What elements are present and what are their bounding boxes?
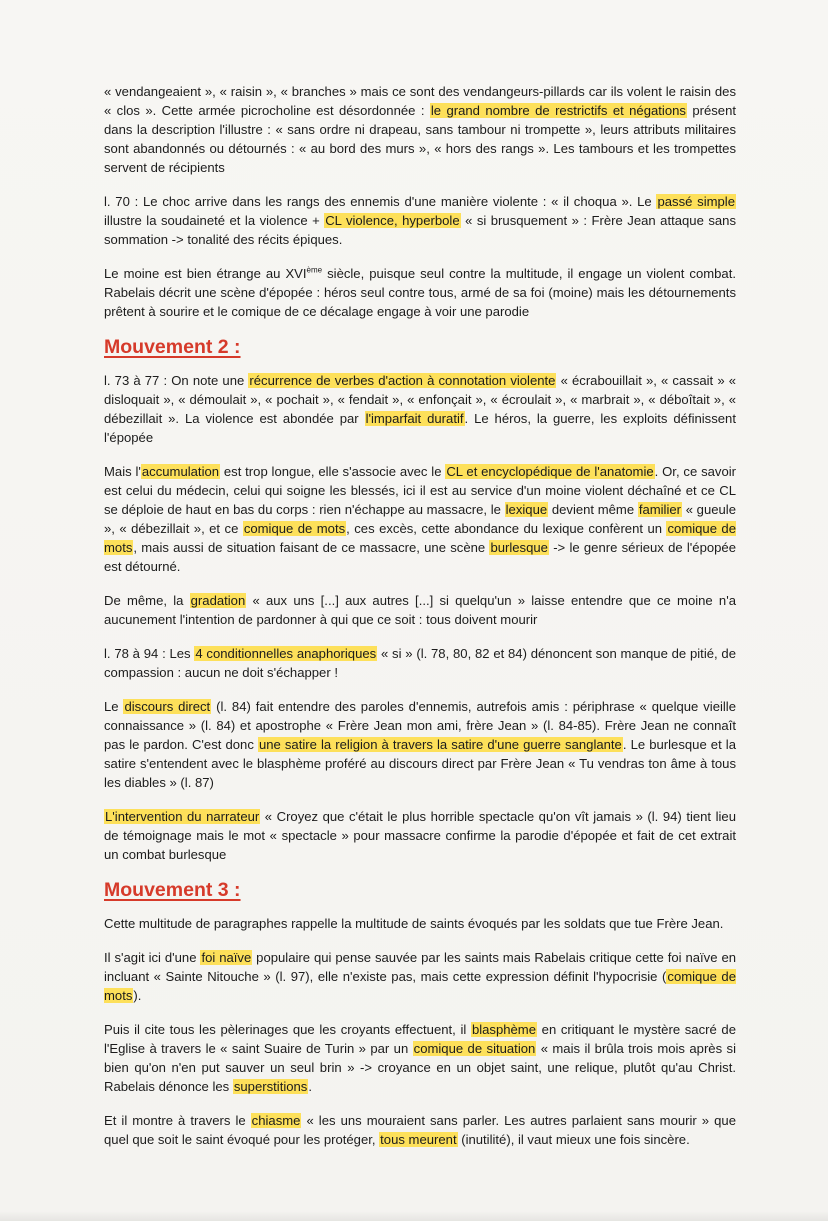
highlight: une satire la religion à travers la satire d'une guerre sanglante	[258, 737, 622, 752]
highlight: superstitions	[233, 1079, 308, 1094]
highlight: CL et encyclopédique de l'anatomie	[446, 464, 654, 479]
text: « aux uns [...] aux autres [...] si quelqu'un » laisse entendre que ce moine n'a aucunement l'intention de pardonner à qui que ce soit : tous doivent mourir	[104, 593, 736, 627]
text: .	[308, 1079, 312, 1094]
highlight: familier	[638, 502, 682, 517]
highlight: passé simple	[657, 194, 735, 209]
highlight: tous meurent	[380, 1132, 457, 1147]
paragraph-11	[104, 948, 736, 1005]
text: devient même	[548, 502, 638, 517]
text: « si brusquement » : Frère Jean attaque sans sommation -> tonalité des récits épiques.	[104, 213, 736, 247]
text: « vendangeaient », « raisin », « branches » mais ce sont des vendangeurs-pillards car ils volent le raisin des « clos ». Cette armée picrocholine est désordonnée :	[104, 84, 736, 118]
highlight: accumulation	[141, 464, 220, 479]
paragraph-2	[104, 192, 736, 249]
text: Le	[104, 699, 124, 714]
paragraph-13	[104, 1111, 736, 1149]
text: -> le genre sérieux de l'épopée est détourné.	[104, 540, 736, 574]
highlight: comique de mots	[104, 521, 736, 555]
text: (l. 84) fait entendre des paroles d'ennemis, autrefois amis : périphrase « quelque vieille connaissance » (l. 84) et apostrophe « Frère Jean mon ami, frère Jean » (l. 84-85). Frère Jean ne connaît pas le pardon. C'est donc	[104, 699, 737, 752]
text: est trop longue, elle s'associe avec le	[220, 464, 446, 479]
text: De même, la	[104, 593, 190, 608]
paragraph-4	[104, 371, 736, 447]
text: l. 78 à 94 : Les	[104, 646, 195, 661]
highlight: burlesque	[490, 540, 548, 555]
highlight: L'intervention du narrateur	[105, 809, 260, 824]
text: ).	[133, 988, 142, 1003]
highlight: le grand nombre de restrictifs et négations	[430, 103, 686, 118]
highlight: discours direct	[124, 699, 211, 714]
paragraph-10	[104, 914, 736, 933]
highlight: l'imparfait duratif	[365, 411, 464, 426]
heading-mouvement-2: Mouvement 2 :	[104, 336, 241, 358]
paragraph-6	[104, 591, 736, 629]
paragraph-12	[104, 1020, 736, 1096]
text: « mais il brûla trois mois après si bien qu'on n'en put sauver un seul brin » -> croyance en un objet saint, une relique, plutôt qu'au Christ. Rabelais dénonce les	[104, 1041, 736, 1094]
heading-mouvement-3: Mouvement 3 :	[104, 879, 241, 901]
text: illustre la soudaineté et la violence +	[104, 213, 325, 228]
highlight: foi naïve	[201, 950, 252, 965]
highlight: comique de mots	[243, 521, 346, 536]
text: Il s'agit ici d'une	[104, 950, 201, 965]
text: Mais l'	[104, 464, 141, 479]
paragraph-8	[104, 697, 736, 792]
text: « les uns mouraient sans parler. Les autres parlaient sans mourir » que quel que soit le saint évoqué pour les protéger,	[104, 1113, 736, 1147]
text: « si » (l. 78, 80, 82 et 84) dénoncent son manque de pitié, de compassion : aucun ne doit s'échapper !	[104, 646, 736, 680]
paragraph-9	[104, 807, 736, 864]
text: Le moine est bien étrange au XVI	[104, 266, 307, 281]
text: (inutilité), il vaut mieux une fois sincère.	[457, 1132, 690, 1147]
highlight: lexique	[505, 502, 548, 517]
text: . Or, ce savoir est celui du médecin, celui qui soigne les blessés, ici il est au service d'un moine violent déchaîné et ce CL se déploie de haut en bas du corps : rien n'échappe au massacre, le	[104, 464, 736, 517]
text: siècle, puisque seul contre la multitude, il engage un violent combat. Rabelais décrit une scène d'épopée : héros seul contre tous, armé de sa foi (moine) mais les détournements prêtent à sourire et le comique de ce décalage engage à voir une parodie	[104, 266, 736, 319]
paragraph-7	[104, 644, 736, 682]
superscript: ème	[306, 265, 323, 275]
text: « écrabouillait », « cassait » « disloquait », « démoulait », « pochait », « fendait », « enfonçait », « écroulait », « marbrait », « déboîtait », « débezillait ». La violence est abondée par	[104, 373, 737, 426]
page-edge-shadow	[0, 1211, 828, 1221]
highlight: gradation	[190, 593, 246, 608]
paragraph-1	[104, 82, 736, 177]
text: présent dans la description l'illustre : « sans ordre ni drapeau, sans tambour ni trompette », leurs attributs militaires sont abandonnés ou détournés : « au bord des murs », « hors des rangs ». Les tambours et les trompettes servent de récipients	[104, 103, 737, 175]
text: Puis il cite tous les pèlerinages que les croyants effectuent, il	[104, 1022, 471, 1037]
paragraph-5	[104, 462, 736, 576]
text: Cette multitude de paragraphes rappelle la multitude de saints évoqués par les soldats que tue Frère Jean.	[104, 916, 724, 931]
text: . Le burlesque et la satire s'entendent avec le blasphème proféré au discours direct par Frère Jean « Tu vendras ton âme à tous les diables » (l. 87)	[104, 737, 737, 790]
text: « Croyez que c'était le plus horrible spectacle qu'on vît jamais » (l. 94) tient lieu de témoignage mais le mot « spectacle » pour massacre confirme la parodie d'épopée et fait de cet extrait un combat burlesque	[104, 809, 736, 862]
highlight: comique de situation	[413, 1041, 536, 1056]
highlight: comique de mots	[104, 969, 736, 1003]
highlight: chiasme	[251, 1113, 301, 1128]
text: , ces excès, cette abondance du lexique confèrent un	[346, 521, 667, 536]
text: . Le héros, la guerre, les exploits définissent l'épopée	[104, 411, 736, 445]
highlight: blasphème	[471, 1022, 536, 1037]
text: Et il montre à travers le	[104, 1113, 251, 1128]
highlight: CL violence, hyperbole	[325, 213, 460, 228]
text: l. 70 : Le choc arrive dans les rangs des ennemis d'une manière violente : « il choqua ». Le	[104, 194, 657, 209]
text: populaire qui pense sauvée par les saints mais Rabelais critique cette foi naïve en incluant « Sainte Nitouche » (l. 97), elle n'existe pas, mais cette expression définit l'hypocrisie (	[104, 950, 737, 984]
text: , mais aussi de situation faisant de ce massacre, une scène	[133, 540, 490, 555]
paragraph-3	[104, 264, 736, 321]
highlight: 4 conditionnelles anaphoriques	[195, 646, 377, 661]
text: « gueule », « débezillait », et ce	[104, 502, 736, 536]
highlight: récurrence de verbes d'action à connotation violente	[249, 373, 556, 388]
text: l. 73 à 77 : On note une	[104, 373, 249, 388]
text: en critiquant le mystère sacré de l'Eglise à travers le « saint Suaire de Turin » par un	[104, 1022, 737, 1056]
